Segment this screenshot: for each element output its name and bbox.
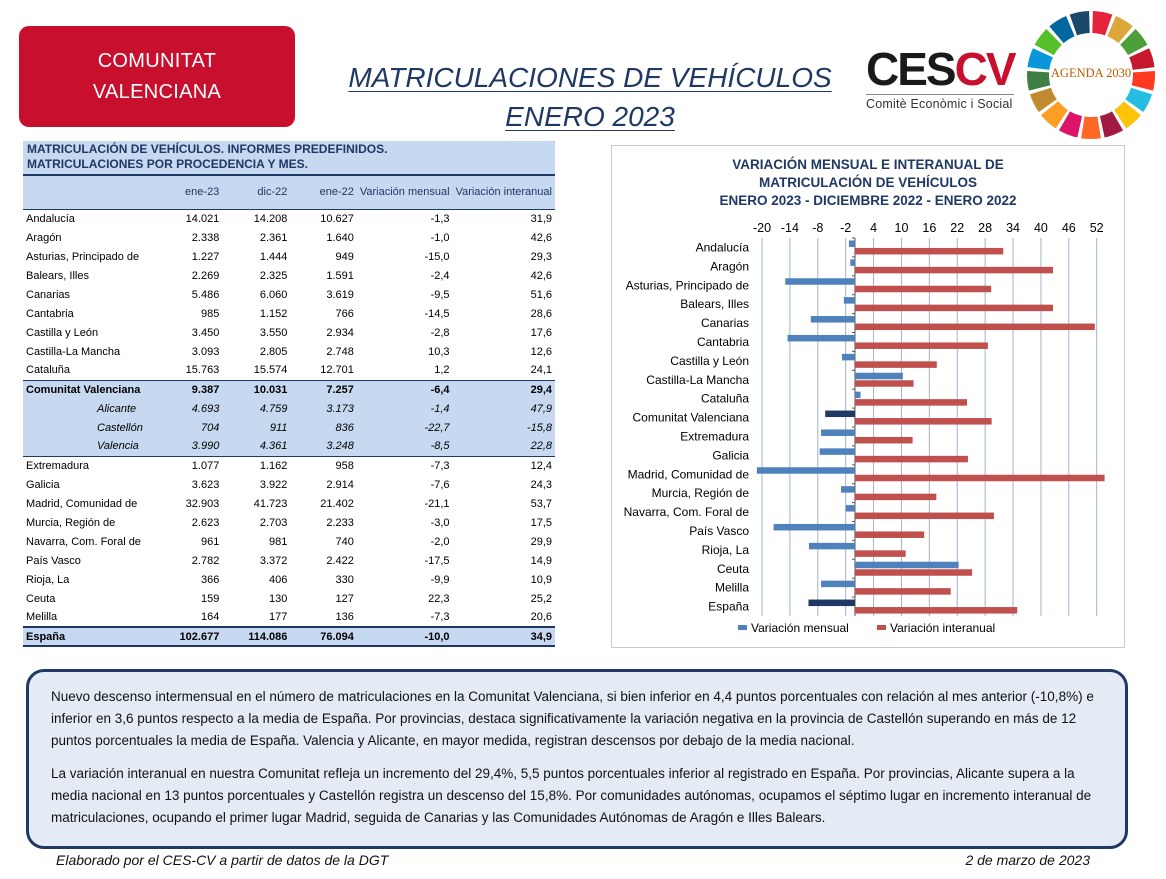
bar-interanual xyxy=(855,531,924,538)
x-tick-label: -14 xyxy=(780,221,799,235)
category-label: Cantabria xyxy=(696,334,749,349)
summary-paragraph-1: Nuevo descenso intermensual en el número de matriculaciones en la Comunitat Valenciana, si bien inferior en 4,4 puntos porcentuales con relación al mes anterior (-10,8%) e inferior en 3,6 puntos respecto a la media de España. Por provincias, destaca significativamente la variación negativa en la provincia de Castellón superando en más de 12 puntos porcentuales la media de España. Valencia y Alicante, en mayor medida, registran descensos por debajo de la media nacional. xyxy=(51,689,1094,748)
cell-value: 5.486 xyxy=(191,288,220,301)
registrations-table xyxy=(23,141,555,647)
cell-value: -2,0 xyxy=(430,535,450,548)
bar-interanual xyxy=(855,588,951,595)
table-row xyxy=(23,437,555,456)
bar-mensual xyxy=(820,448,855,455)
cell-value: 7.257 xyxy=(290,380,356,399)
col-header: ene-23 xyxy=(156,175,222,209)
cell-value: 2.623 xyxy=(191,516,220,529)
cell-value: 102.677 xyxy=(156,627,222,646)
category-label: Castilla-La Mancha xyxy=(646,372,749,387)
bar-mensual xyxy=(825,411,855,418)
summary-box xyxy=(26,669,1128,849)
cell-value: -7,3 xyxy=(430,611,450,623)
cell-value: 24,3 xyxy=(530,478,552,491)
cell-value: 159 xyxy=(200,592,220,605)
bar-interanual xyxy=(855,494,936,501)
bar-interanual xyxy=(855,550,906,557)
table-row xyxy=(23,532,555,551)
bar-mensual xyxy=(849,240,855,247)
caption-line1: MATRICULACIÓN DE VEHÍCULOS. INFORMES PREDEFINIDOS. xyxy=(27,142,388,156)
cell-value: 949 xyxy=(335,250,354,263)
cell-value: -2,8 xyxy=(430,326,450,339)
cell-value: 2.934 xyxy=(326,326,354,339)
region-badge xyxy=(19,26,295,127)
category-label: Balears, Illes xyxy=(680,297,749,312)
x-tick-label: 34 xyxy=(1006,221,1020,235)
cell-value: -6,4 xyxy=(357,380,453,399)
cell-value: -3,0 xyxy=(430,516,450,529)
cell-value: 41.723 xyxy=(253,497,288,510)
cell-value: 29,9 xyxy=(530,535,552,548)
category-label: Ceuta xyxy=(716,561,749,576)
bar-interanual xyxy=(855,607,1017,614)
cell-value: -1,4 xyxy=(357,399,453,418)
cell-value: 10.627 xyxy=(320,212,354,225)
caption-line2: MATRICULACIONES POR PROCEDENCIA Y MES. xyxy=(27,157,308,171)
x-tick-label: 46 xyxy=(1061,221,1076,235)
table-row xyxy=(23,608,555,627)
summary-paragraph-2: La variación interanual en nuestra Comunitat refleja un incremento del 29,4%, 5,5 puntos porcentuales inferior al registrado en España. Por provincias, Alicante supera a la media nacional en 13 puntos porcentuales y Castellón registra un descenso del 15,8%. Por comunidades autónomas, ocupamos el séptimo lugar en incremento interanual de matriculaciones, ocupando el primer lugar Madrid, seguida de Canarias y las Comunidades Autónomas de Aragón e Illes Balears. xyxy=(51,766,1092,825)
chart-title-line1: VARIACIÓN MENSUAL E INTERANUAL DE xyxy=(732,157,1004,172)
chart-title-line2: MATRICULACIÓN DE VEHÍCULOS xyxy=(759,175,977,190)
cell-value: 17,6 xyxy=(530,326,552,339)
cell-value: -8,5 xyxy=(357,437,453,456)
x-tick-label: 10 xyxy=(894,221,909,235)
cell-value: 12,6 xyxy=(530,345,552,358)
cell-value: 958 xyxy=(335,459,354,472)
cell-value: 3.550 xyxy=(259,326,288,339)
cell-value: -21,1 xyxy=(424,497,450,510)
category-label: Murcia, Región de xyxy=(651,486,749,501)
cell-value: 31,9 xyxy=(530,212,552,225)
cell-value: 15.574 xyxy=(253,364,288,377)
cell-value: 10.031 xyxy=(222,380,290,399)
cell-value: 20,6 xyxy=(530,611,552,623)
table-row xyxy=(23,589,555,608)
cell-value: 12.701 xyxy=(320,364,354,377)
cell-value: 2.422 xyxy=(326,554,354,567)
bar-interanual xyxy=(855,456,968,463)
table-row xyxy=(23,570,555,589)
table-row xyxy=(23,513,555,532)
cell-value: 177 xyxy=(269,611,288,623)
bar-interanual xyxy=(855,286,991,293)
agenda-label: AGENDA 2030 xyxy=(1050,66,1132,80)
cell-value: 766 xyxy=(335,307,354,320)
bar-interanual xyxy=(855,267,1053,274)
table-row xyxy=(23,209,555,228)
region-line2: VALENCIANA xyxy=(92,80,222,103)
logo-text-a: CES xyxy=(866,43,955,95)
cell-value: 2.361 xyxy=(259,231,288,244)
x-tick-label: 28 xyxy=(978,221,993,235)
cell-value: 12,4 xyxy=(530,459,552,472)
wheel-segment xyxy=(1081,116,1101,139)
table-row xyxy=(23,323,555,342)
cell-value: 6.060 xyxy=(259,288,288,301)
bar-mensual xyxy=(841,486,855,493)
cell-value: 14.021 xyxy=(185,212,220,225)
cell-value: 4.693 xyxy=(156,399,222,418)
table-row xyxy=(23,551,555,570)
cell-value: -9,5 xyxy=(430,288,450,301)
cell-value: 114.086 xyxy=(222,627,290,646)
table-row xyxy=(23,247,555,266)
row-label: Valencia xyxy=(23,437,156,456)
table-row xyxy=(23,304,555,323)
table-row xyxy=(23,228,555,247)
category-label: Galicia xyxy=(712,448,749,463)
row-label: Rioja, La xyxy=(26,573,70,586)
cescv-logo xyxy=(866,44,1024,116)
table-row xyxy=(23,399,555,418)
cell-value: 130 xyxy=(269,592,288,605)
logo-subtitle: Comitè Econòmic i Social xyxy=(866,94,1014,111)
category-label: Comunitat Valenciana xyxy=(632,410,749,425)
legend-swatch-interanual xyxy=(877,625,886,630)
row-label: Castellón xyxy=(23,418,156,437)
cell-value: 53,7 xyxy=(530,497,552,510)
category-label: Cataluña xyxy=(700,391,749,406)
bar-mensual xyxy=(846,505,855,512)
variation-chart xyxy=(611,145,1125,648)
cell-value: -7,6 xyxy=(430,478,450,491)
cell-value: 2.748 xyxy=(326,345,354,358)
row-label: Asturias, Principado de xyxy=(26,250,140,263)
bar-interanual xyxy=(855,324,1095,331)
category-label: Melilla xyxy=(714,580,749,595)
row-label: Comunitat Valenciana xyxy=(23,380,156,399)
bar-mensual xyxy=(811,316,855,323)
table-row xyxy=(23,380,555,399)
cell-value: 25,2 xyxy=(530,592,552,605)
cell-value: -1,0 xyxy=(430,231,450,244)
bar-mensual xyxy=(855,562,959,569)
cell-value: 3.450 xyxy=(191,326,220,339)
cell-value: 4.361 xyxy=(222,437,290,456)
cell-value: 42,6 xyxy=(530,231,552,244)
region-line1: COMUNITAT xyxy=(97,49,217,72)
cell-value: 28,6 xyxy=(530,307,552,320)
category-label: Asturias, Principado de xyxy=(625,278,749,293)
x-tick-label: 22 xyxy=(950,221,965,235)
legend-swatch-mensual xyxy=(738,625,747,630)
cell-value: 1.227 xyxy=(191,250,220,263)
cell-value: 981 xyxy=(269,535,288,548)
cell-value: 15.763 xyxy=(185,364,220,377)
legend-label-interanual: Variación interanual xyxy=(890,621,996,635)
cell-value: 1,2 xyxy=(434,364,450,377)
cell-value: 76.094 xyxy=(290,627,356,646)
row-label: España xyxy=(23,627,156,646)
bar-mensual xyxy=(788,335,855,342)
cell-value: -14,5 xyxy=(424,307,450,320)
row-label: Extremadura xyxy=(26,459,89,472)
footer-source: Elaborado por el CES-CV a partir de datos de la DGT xyxy=(56,852,389,868)
table-row xyxy=(23,266,555,285)
x-tick-label: 4 xyxy=(870,221,878,235)
cell-value: -9,9 xyxy=(430,573,450,586)
cell-value: 961 xyxy=(200,535,220,548)
cell-value: 985 xyxy=(200,307,220,320)
cell-value: 2.914 xyxy=(326,478,354,491)
cell-value: 1.162 xyxy=(259,459,288,472)
category-label: Canarias xyxy=(700,316,749,331)
cell-value: 1.152 xyxy=(259,307,288,320)
col-header: Variación mensual xyxy=(357,175,453,209)
row-label: Aragón xyxy=(26,231,62,244)
plot-area xyxy=(762,238,1106,616)
page-title xyxy=(320,58,860,136)
cell-value: 21.402 xyxy=(320,497,354,510)
cell-value: -15,0 xyxy=(424,250,450,263)
row-label: Murcia, Región de xyxy=(26,516,116,529)
cell-value: 2.338 xyxy=(191,231,220,244)
cell-value: 22,3 xyxy=(428,592,450,605)
bar-mensual xyxy=(808,600,854,607)
row-label: Castilla-La Mancha xyxy=(26,345,121,358)
cell-value: 24,1 xyxy=(530,364,552,377)
cell-value: 3.248 xyxy=(290,437,356,456)
cell-value: -22,7 xyxy=(357,418,453,437)
cell-value: 9.387 xyxy=(156,380,222,399)
title-line1: MATRICULACIONES DE VEHÍCULOS xyxy=(348,62,832,93)
bar-interanual xyxy=(855,380,914,387)
title-line2: ENERO 2023 xyxy=(505,101,675,132)
col-header: dic-22 xyxy=(222,175,290,209)
x-tick-label: -2 xyxy=(840,221,852,235)
cell-value: 2.325 xyxy=(259,269,288,282)
bar-interanual xyxy=(855,569,972,576)
chart-plot xyxy=(612,146,1126,649)
bar-mensual xyxy=(821,581,855,588)
cell-value: 740 xyxy=(335,535,354,548)
row-label: Madrid, Comunidad de xyxy=(26,497,138,510)
cell-value: 14,9 xyxy=(530,554,552,567)
cell-value: -17,5 xyxy=(424,554,450,567)
cell-value: 127 xyxy=(335,592,354,605)
cell-value: 3.173 xyxy=(290,399,356,418)
row-label: Cataluña xyxy=(26,364,71,377)
row-label: Alicante xyxy=(23,399,156,418)
x-tick-label: 16 xyxy=(922,221,937,235)
cell-value: 14.208 xyxy=(253,212,288,225)
cell-value: 2.703 xyxy=(259,516,288,529)
table-row xyxy=(23,418,555,437)
cell-value: 3.619 xyxy=(326,288,354,301)
category-label: España xyxy=(708,599,749,614)
table-row xyxy=(23,285,555,304)
row-label: País Vasco xyxy=(26,554,81,567)
bar-interanual xyxy=(855,248,1003,255)
cell-value: 3.623 xyxy=(191,478,220,491)
logo-text-b: CV xyxy=(954,43,1015,95)
bar-interanual xyxy=(855,513,994,520)
bar-mensual xyxy=(855,392,861,399)
x-tick-label: -20 xyxy=(752,221,772,235)
cell-value: 330 xyxy=(335,573,354,586)
cell-value: -15,8 xyxy=(453,418,555,437)
cell-value: 51,6 xyxy=(530,288,552,301)
category-label: Andalucía xyxy=(695,240,749,255)
cell-value: 164 xyxy=(200,611,220,623)
row-label: Andalucía xyxy=(26,212,75,225)
table-row xyxy=(23,475,555,494)
cell-value: -10,0 xyxy=(357,627,453,646)
cell-value: 704 xyxy=(156,418,222,437)
col-header: ene-22 xyxy=(290,175,356,209)
table-row xyxy=(23,342,555,361)
cell-value: 47,9 xyxy=(453,399,555,418)
cell-value: 2.233 xyxy=(326,516,354,529)
category-label: Extremadura xyxy=(680,429,749,444)
cell-value: 1.640 xyxy=(326,231,354,244)
bar-mensual xyxy=(774,524,855,531)
row-label: Navarra, Com. Foral de xyxy=(26,535,141,548)
cell-value: 29,3 xyxy=(530,250,552,263)
cell-value: 10,9 xyxy=(530,573,552,586)
row-label: Cantabria xyxy=(26,307,74,320)
cell-value: 1.077 xyxy=(191,459,220,472)
bar-interanual xyxy=(855,475,1105,482)
cell-value: 29,4 xyxy=(453,380,555,399)
x-tick-label: -8 xyxy=(812,221,824,235)
cell-value: 136 xyxy=(335,611,354,623)
bar-mensual xyxy=(809,543,855,550)
cell-value: 17,5 xyxy=(530,516,552,529)
cell-value: 22,8 xyxy=(453,437,555,456)
bar-mensual xyxy=(785,278,855,285)
cell-value: 2.269 xyxy=(191,269,220,282)
bar-interanual xyxy=(855,305,1053,312)
cell-value: 2.805 xyxy=(259,345,288,358)
table-row xyxy=(23,627,555,646)
row-label: Canarias xyxy=(26,288,71,301)
cell-value: 42,6 xyxy=(530,269,552,282)
cell-value: 3.372 xyxy=(259,554,288,567)
row-label: Ceuta xyxy=(26,592,56,605)
cell-value: -7,3 xyxy=(430,459,450,472)
row-label: Castilla y León xyxy=(26,326,99,339)
row-label: Melilla xyxy=(26,611,58,623)
cell-value: 1.591 xyxy=(326,269,354,282)
category-label: Madrid, Comunidad de xyxy=(627,467,749,482)
bar-mensual xyxy=(842,354,855,361)
x-tick-label: 52 xyxy=(1089,221,1104,235)
cell-value: 4.759 xyxy=(222,399,290,418)
category-label: Rioja, La xyxy=(701,542,749,557)
cell-value: 366 xyxy=(200,573,220,586)
cell-value: 406 xyxy=(269,573,288,586)
cell-value: -1,3 xyxy=(430,212,450,225)
table-header-row xyxy=(23,175,555,209)
bar-interanual xyxy=(855,437,913,444)
bar-mensual xyxy=(757,467,855,474)
cell-value: 911 xyxy=(222,418,290,437)
chart-title-line3: ENERO 2023 - DICIEMBRE 2022 - ENERO 2022 xyxy=(719,193,1017,208)
bar-interanual xyxy=(855,418,992,425)
table-row xyxy=(23,361,555,380)
category-label: Aragón xyxy=(710,259,749,274)
table-caption xyxy=(23,141,555,175)
bar-mensual xyxy=(821,429,855,436)
bar-interanual xyxy=(855,399,967,406)
cell-value: 32.903 xyxy=(185,497,220,510)
cell-value: 3.922 xyxy=(259,478,288,491)
bar-mensual xyxy=(855,373,903,380)
cell-value: 34,9 xyxy=(453,627,555,646)
category-label: País Vasco xyxy=(689,523,749,538)
cell-value: 10,3 xyxy=(428,345,450,358)
bar-mensual xyxy=(850,259,855,266)
row-label: Galicia xyxy=(26,478,60,491)
x-tick-label: 40 xyxy=(1033,221,1048,235)
footer-date: 2 de marzo de 2023 xyxy=(965,852,1090,868)
category-label: Navarra, Com. Foral de xyxy=(623,505,749,520)
cell-value: 2.782 xyxy=(191,554,220,567)
cell-value: 3.093 xyxy=(191,345,220,358)
cell-value: 3.990 xyxy=(156,437,222,456)
cell-value: 836 xyxy=(290,418,356,437)
bar-mensual xyxy=(844,297,855,304)
row-label: Balears, Illes xyxy=(26,269,89,282)
legend-label-mensual: Variación mensual xyxy=(751,621,849,635)
col-header: Variación interanual xyxy=(453,175,555,209)
bar-interanual xyxy=(855,361,937,368)
table-row xyxy=(23,494,555,513)
cell-value: 1.444 xyxy=(259,250,288,263)
category-label: Castilla y León xyxy=(670,353,749,368)
table-row xyxy=(23,456,555,475)
bar-interanual xyxy=(855,342,988,349)
cell-value: -2,4 xyxy=(430,269,450,282)
